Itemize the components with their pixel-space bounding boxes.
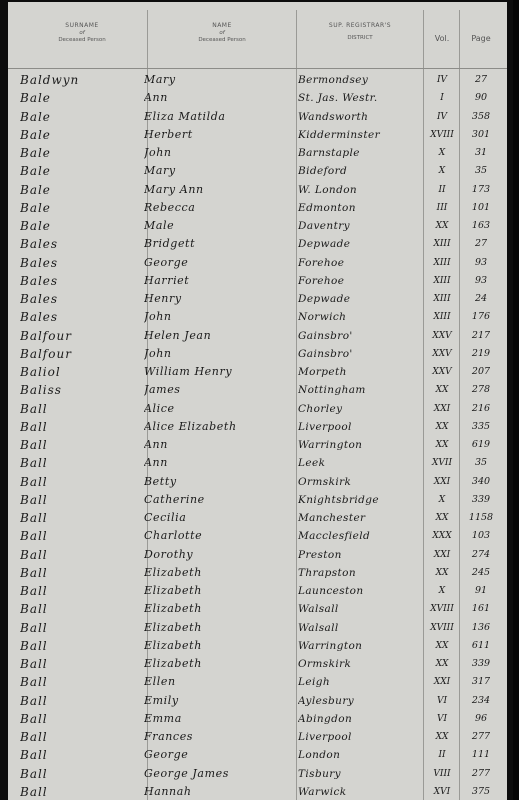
surname-cell: Baldwyn <box>20 73 80 87</box>
page-cell: 111 <box>471 749 491 761</box>
name-cell: Hannah <box>144 784 192 798</box>
name-cell: Henry <box>144 292 182 305</box>
register-row <box>8 728 507 747</box>
district-cell: Bermondsey <box>298 74 369 86</box>
page-cell: 335 <box>471 420 491 432</box>
volume-cell: XIII <box>433 257 451 268</box>
surname-header-sub: Deceased Person <box>58 37 106 43</box>
register-row <box>8 436 507 455</box>
surname-cell: Bales <box>20 237 59 252</box>
district-cell: Leek <box>298 457 326 470</box>
district-cell: Walsall <box>298 621 339 634</box>
volume-cell: XXX <box>432 531 452 542</box>
register-row <box>8 290 507 309</box>
register-row <box>8 491 507 510</box>
name-cell: Harriet <box>144 273 190 287</box>
page-cell: 93 <box>474 274 488 286</box>
surname-cell: Ball <box>20 492 48 507</box>
page-cell: 339 <box>471 493 491 505</box>
header-rule <box>8 68 507 69</box>
surname-cell: Baliss <box>20 383 62 398</box>
surname-cell: Ball <box>20 620 48 635</box>
district-cell: Forehoe <box>298 256 345 269</box>
surname-cell: Bale <box>20 146 51 160</box>
register-row <box>8 254 507 273</box>
district-header <box>298 2 422 68</box>
volume-cell: IV <box>436 75 448 85</box>
volume-cell: XXV <box>432 330 452 341</box>
page-cell: 176 <box>471 311 491 323</box>
page-cell: 278 <box>471 384 491 396</box>
surname-cell: Ball <box>20 474 48 489</box>
name-cell: John <box>144 346 172 360</box>
register-row <box>8 181 507 200</box>
district-cell: Nottingham <box>298 384 366 397</box>
district-cell: Warrington <box>298 439 363 451</box>
surname-cell: Ball <box>20 675 48 690</box>
name-cell: Eliza Matilda <box>144 109 226 123</box>
name-cell: Rebecca <box>144 200 196 214</box>
name-cell: Elizabeth <box>144 638 202 652</box>
name-cell: Alice Elizabeth <box>144 419 237 433</box>
register-row <box>8 126 507 145</box>
register-row <box>8 71 507 90</box>
surname-cell: Ball <box>20 730 48 744</box>
volume-cell: XIII <box>433 239 451 250</box>
page-cell: 27 <box>474 238 488 250</box>
district-cell: Chorley <box>298 402 343 415</box>
volume-cell: XX <box>435 659 449 669</box>
name-cell: Ann <box>144 438 168 451</box>
volume-cell: XVII <box>431 458 453 469</box>
surname-cell: Ball <box>20 419 48 434</box>
name-header <box>150 2 294 68</box>
surname-cell: Ball <box>20 547 48 562</box>
district-cell: Aylesbury <box>298 694 355 707</box>
page-cell: 35 <box>474 165 488 177</box>
surname-cell: Ball <box>20 401 48 416</box>
district-cell: Gainsbro' <box>298 329 353 342</box>
page-cell: 277 <box>471 767 491 779</box>
district-cell: Tisbury <box>298 767 341 780</box>
page-cell: 96 <box>474 712 488 724</box>
surname-cell: Balfour <box>20 346 72 361</box>
name-cell: Ann <box>144 91 168 105</box>
name-cell: Elizabeth <box>144 657 202 670</box>
surname-cell: Ball <box>20 766 48 781</box>
surname-cell: Bales <box>20 273 59 288</box>
name-cell: Ann <box>144 456 168 470</box>
register-row <box>8 637 507 656</box>
page-cell: 301 <box>471 128 491 140</box>
name-cell: Mary Ann <box>144 182 204 196</box>
volume-cell: XVI <box>433 786 451 797</box>
page-cell: 277 <box>471 731 491 742</box>
name-cell: James <box>144 383 181 397</box>
register-row <box>8 473 507 492</box>
page-cell: 31 <box>474 147 488 158</box>
name-cell: Elizabeth <box>144 620 202 634</box>
district-cell: Leigh <box>298 676 331 689</box>
register-row <box>8 655 507 674</box>
district-cell: Liverpool <box>298 420 352 433</box>
name-cell: Frances <box>144 730 194 743</box>
district-cell: Daventry <box>298 220 350 232</box>
surname-cell: Ball <box>20 565 48 580</box>
surname-cell: Ball <box>20 438 48 452</box>
name-cell: John <box>144 310 172 324</box>
page-cell: 339 <box>471 658 491 669</box>
surname-cell: Bale <box>20 182 51 197</box>
name-cell: William Henry <box>144 365 233 378</box>
page-cell: 216 <box>471 402 491 414</box>
district-cell: Morpeth <box>298 366 347 378</box>
name-cell: Mary <box>144 73 176 86</box>
name-cell: Helen Jean <box>144 328 212 342</box>
district-cell: Barnstaple <box>298 147 360 159</box>
volume-cell: X <box>438 494 446 505</box>
volume-cell: III <box>436 202 448 213</box>
register-row <box>8 381 507 400</box>
name-cell: John <box>144 146 172 159</box>
volume-cell: XVIII <box>430 604 454 615</box>
page-cell: 103 <box>471 530 491 542</box>
register-row <box>8 746 507 765</box>
register-row <box>8 527 507 546</box>
register-row <box>8 108 507 127</box>
page-cell: 163 <box>471 220 491 231</box>
name-cell: Catherine <box>144 492 205 506</box>
vol-header <box>424 2 460 68</box>
page-cell: 619 <box>471 439 491 450</box>
volume-cell: XX <box>435 640 449 651</box>
volume-cell: XX <box>435 385 449 396</box>
name-cell: Herbert <box>144 127 193 141</box>
surname-cell: Bales <box>20 292 59 306</box>
district-cell: Depwade <box>298 238 351 251</box>
vol-header-title: Vol. <box>434 34 450 43</box>
volume-cell: XXI <box>433 403 451 414</box>
register-row <box>8 199 507 218</box>
register-row <box>8 710 507 729</box>
page-cell: 245 <box>471 566 491 578</box>
page-cell: 219 <box>471 347 491 359</box>
volume-cell: XX <box>435 513 449 523</box>
volume-cell: XXI <box>433 476 451 487</box>
volume-cell: IV <box>436 111 448 122</box>
surname-cell: Ball <box>20 693 48 708</box>
page-cell: 217 <box>471 329 491 341</box>
register-row <box>8 673 507 692</box>
district-cell: Norwich <box>298 311 347 324</box>
surname-cell: Bales <box>20 255 59 270</box>
volume-cell: XIII <box>433 312 451 323</box>
district-cell: Warrington <box>298 639 363 652</box>
page-cell: 24 <box>474 293 488 304</box>
district-cell: Abingdon <box>298 712 353 725</box>
name-header-title: NAME <box>212 22 232 29</box>
register-row <box>8 418 507 437</box>
surname-cell: Ball <box>20 456 48 471</box>
district-cell: Preston <box>298 548 342 561</box>
name-header-of: of <box>219 30 225 36</box>
page-cell: 611 <box>471 639 491 651</box>
surname-cell: Bale <box>20 164 51 179</box>
page-cell: 340 <box>471 475 491 487</box>
district-cell: Wandsworth <box>298 110 369 123</box>
register-row <box>8 235 507 254</box>
volume-cell: XXI <box>433 549 451 560</box>
register-row <box>8 144 507 163</box>
volume-cell: II <box>438 184 446 195</box>
page-cell: 161 <box>471 603 491 615</box>
volume-cell: VI <box>436 713 448 724</box>
surname-cell: Ball <box>20 638 48 653</box>
register-page <box>8 2 507 800</box>
district-cell: Macclesfield <box>298 530 371 543</box>
volume-cell: XVIII <box>430 622 454 633</box>
page-cell: 101 <box>471 201 491 213</box>
volume-cell: X <box>438 166 446 177</box>
name-cell: George <box>144 748 189 762</box>
name-cell: Male <box>144 219 175 232</box>
surname-header-of: of <box>79 30 85 36</box>
page-cell: 173 <box>471 183 491 195</box>
surname-cell: Baliol <box>20 365 61 379</box>
name-cell: George <box>144 255 189 269</box>
volume-cell: XX <box>435 221 449 231</box>
volume-cell: XVIII <box>430 129 454 140</box>
volume-cell: VIII <box>433 768 451 779</box>
register-row <box>8 217 507 236</box>
surname-cell: Bale <box>20 109 51 124</box>
district-header-sub: DISTRICT <box>347 35 373 41</box>
name-cell: Emily <box>144 693 179 707</box>
surname-cell: Ball <box>20 511 48 525</box>
district-cell: Depwade <box>298 293 351 305</box>
volume-cell: X <box>438 148 446 158</box>
name-cell: Charlotte <box>144 529 203 543</box>
name-cell: George James <box>144 766 229 780</box>
volume-cell: XX <box>435 567 449 578</box>
register-row <box>8 308 507 327</box>
volume-cell: XXV <box>432 348 452 359</box>
surname-cell: Ball <box>20 602 48 617</box>
name-cell: Bridgett <box>144 237 196 251</box>
district-cell: London <box>298 749 341 762</box>
register-row <box>8 162 507 181</box>
page-cell: 136 <box>471 621 491 633</box>
name-cell: Elizabeth <box>144 602 202 616</box>
surname-cell: Bales <box>20 310 59 325</box>
district-cell: Edmonton <box>298 201 356 214</box>
register-row <box>8 327 507 346</box>
volume-cell: VI <box>436 695 448 706</box>
district-cell: W. London <box>298 183 358 196</box>
district-header-title: SUP. REGISTRAR'S <box>328 22 392 29</box>
page-cell: 375 <box>471 785 491 797</box>
register-row <box>8 272 507 291</box>
register-row <box>8 89 507 108</box>
page-cell: 1158 <box>468 512 494 523</box>
name-header-sub: Deceased Person <box>198 37 246 43</box>
volume-cell: XX <box>435 732 449 742</box>
register-row <box>8 400 507 419</box>
surname-cell: Bale <box>20 200 51 215</box>
surname-cell: Balfour <box>20 328 72 343</box>
district-cell: Bideford <box>298 165 348 178</box>
register-row <box>8 564 507 583</box>
page-cell: 234 <box>471 694 491 706</box>
district-cell: Knightsbridge <box>298 493 380 506</box>
page-cell: 358 <box>471 110 491 122</box>
volume-cell: XXI <box>433 677 451 688</box>
register-row <box>8 619 507 638</box>
surname-header-title: SURNAME <box>65 22 99 29</box>
surname-header <box>18 2 146 68</box>
name-cell: Elizabeth <box>144 565 202 579</box>
volume-cell: XX <box>435 440 449 450</box>
district-cell: Liverpool <box>298 731 352 743</box>
district-cell: Warwick <box>298 785 347 798</box>
page-cell: 274 <box>471 548 491 560</box>
name-cell: Alice <box>144 401 175 415</box>
register-row <box>8 509 507 528</box>
register-row <box>8 345 507 364</box>
name-cell: Dorothy <box>144 547 194 561</box>
surname-cell: Bale <box>20 91 51 106</box>
volume-cell: I <box>440 93 444 104</box>
register-row <box>8 454 507 473</box>
name-cell: Elizabeth <box>144 584 202 597</box>
district-cell: Thrapston <box>298 566 357 579</box>
district-cell: Manchester <box>298 512 366 524</box>
district-cell: Ormskirk <box>298 475 352 488</box>
volume-cell: X <box>438 586 446 596</box>
register-row <box>8 692 507 711</box>
surname-cell: Ball <box>20 657 48 671</box>
surname-cell: Ball <box>20 529 48 544</box>
page-cell: 93 <box>474 256 488 268</box>
name-cell: Emma <box>144 711 182 725</box>
register-row <box>8 600 507 619</box>
volume-cell: XXV <box>432 367 452 377</box>
surname-cell: Bale <box>20 127 51 142</box>
register-row <box>8 582 507 601</box>
register-row <box>8 546 507 565</box>
surname-cell: Ball <box>20 711 48 726</box>
volume-cell: XX <box>435 421 449 432</box>
volume-cell: XIII <box>433 275 451 286</box>
page-cell: 27 <box>474 74 488 85</box>
name-cell: Mary <box>144 164 176 178</box>
district-cell: St. Jas. Westr. <box>298 92 378 105</box>
page-cell: 35 <box>474 457 488 469</box>
page-header <box>460 2 502 68</box>
page-cell: 207 <box>471 366 491 377</box>
name-cell: Ellen <box>144 675 176 689</box>
surname-cell: Ball <box>20 748 48 763</box>
page-cell: 91 <box>474 585 488 596</box>
surname-cell: Ball <box>20 584 48 598</box>
register-row <box>8 783 507 800</box>
district-cell: Gainsbro' <box>298 347 353 360</box>
district-cell: Forehoe <box>298 274 345 287</box>
name-cell: Cecilia <box>144 511 187 524</box>
volume-cell: XIII <box>433 294 451 304</box>
surname-cell: Ball <box>20 784 48 799</box>
district-cell: Launceston <box>298 585 364 597</box>
scan-edge <box>513 0 519 800</box>
district-cell: Walsall <box>298 603 339 616</box>
district-cell: Kidderminster <box>298 128 380 141</box>
register-row <box>8 765 507 784</box>
surname-cell: Bale <box>20 219 51 233</box>
page-cell: 90 <box>474 92 488 104</box>
name-cell: Betty <box>144 474 177 488</box>
page-cell: 317 <box>471 676 491 688</box>
district-cell: Ormskirk <box>298 658 352 670</box>
page-header-title: Page <box>471 34 491 43</box>
volume-cell: II <box>438 750 446 761</box>
register-row <box>8 363 507 382</box>
